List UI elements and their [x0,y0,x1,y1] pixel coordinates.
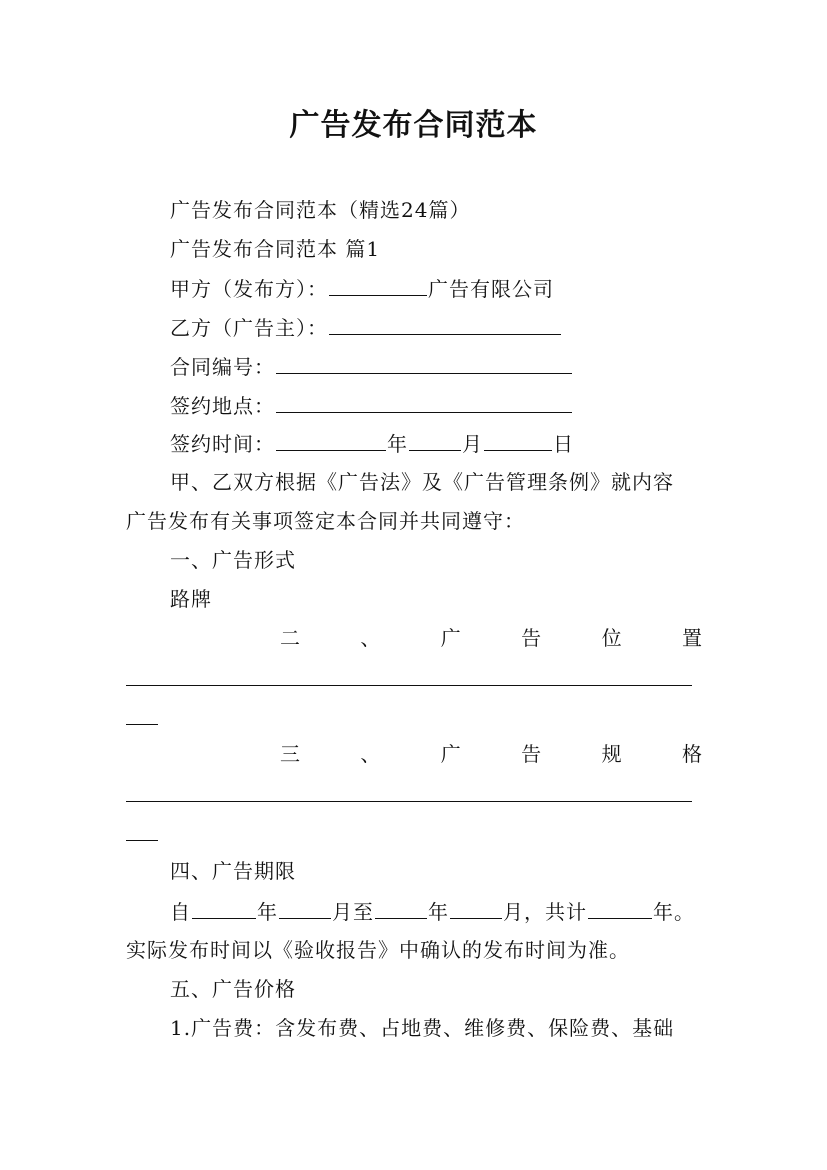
year-label: 年 [387,432,408,456]
period-from: 自 [170,900,191,924]
section-3-char: 格 [681,742,702,766]
section-heading: 广告发布合同范本 篇1 [170,237,381,261]
period-start-year-blank [192,899,256,919]
party-a-label: 甲方（发布方）： [170,277,328,301]
section-4-heading: 四、广告期限 [170,859,296,883]
section-3-heading [280,742,702,766]
period-total: 月，共计 [503,900,587,924]
section-5-item-1: 1.广告费：含发布费、占地费、维修费、保险费、基础 [170,1016,675,1040]
period-to: 月至 [332,900,374,924]
year-label: 年 [428,900,449,924]
contract-no-label: 合同编号： [170,355,275,379]
section-4-period-line [170,899,695,924]
year-label: 年 [257,900,278,924]
sign-month-blank [409,431,461,451]
period-end-year-blank [375,899,427,919]
section-2-char: 、 [360,626,381,650]
section-5-heading: 五、广告价格 [170,977,296,1001]
period-end-month-blank [450,899,502,919]
document-title: 广告发布合同范本 [289,108,538,143]
section-2-char: 广 [440,626,461,650]
sign-year-blank [276,431,386,451]
sign-time-label: 签约时间： [170,432,275,456]
sign-day-blank [484,431,552,451]
section-3-char: 、 [360,742,381,766]
contract-no-blank [276,354,572,374]
section-4-note: 实际发布时间以《验收报告》中确认的发布时间为准。 [126,938,630,962]
section-2-heading [280,626,702,650]
day-label: 日 [553,432,574,456]
sign-time-line [170,431,574,456]
section-2-blank-line [126,685,692,686]
sign-place-label: 签约地点： [170,394,275,418]
period-start-month-blank [279,899,331,919]
section-2-char: 二 [280,626,300,650]
party-b-label: 乙方（广告主）： [170,316,328,340]
party-a-blank [329,276,427,296]
section-3-blank-line [126,801,692,802]
section-2-blank-tail [126,724,158,725]
sign-place-line [170,393,573,418]
sign-place-blank [276,393,572,413]
period-total-blank [588,899,652,919]
section-3-char: 规 [601,742,622,766]
party-a-line [170,276,554,301]
party-a-suffix: 广告有限公司 [428,277,554,301]
section-1-value: 路牌 [170,587,212,611]
period-end: 年。 [653,900,695,924]
preamble-line-2: 广告发布有关事项签定本合同并共同遵守： [126,509,525,533]
section-3-blank-tail [126,840,158,841]
section-2-char: 位 [601,626,622,650]
section-3-char: 广 [440,742,461,766]
party-b-line [170,315,562,340]
section-3-char: 三 [280,742,300,766]
month-label: 月 [462,432,483,456]
subtitle: 广告发布合同范本（精选24篇） [170,198,471,222]
contract-no-line [170,354,573,379]
section-1-heading: 一、广告形式 [170,548,296,572]
party-b-blank [329,315,561,335]
section-3-char: 告 [521,742,542,766]
preamble-line-1: 甲、乙双方根据《广告法》及《广告管理条例》就内容 [170,470,674,494]
section-2-char: 置 [681,626,702,650]
section-2-char: 告 [521,626,542,650]
